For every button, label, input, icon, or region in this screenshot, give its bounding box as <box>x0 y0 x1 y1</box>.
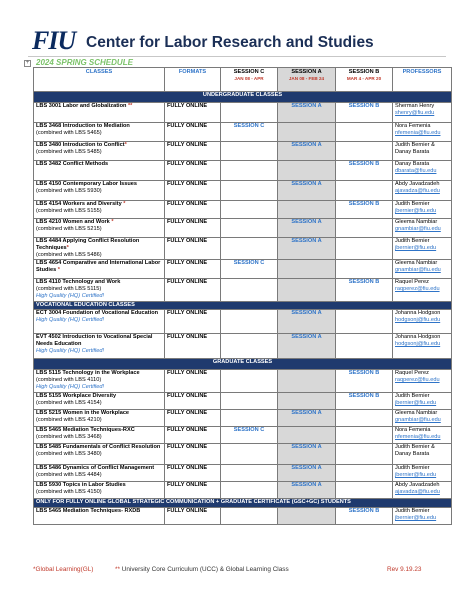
footer-revision: Rev 9.19.23 <box>387 566 422 573</box>
session-c-cell <box>221 310 278 334</box>
course-title: LBS 4150 Contemporary Labor Issues <box>36 181 138 187</box>
session-a-cell <box>278 123 336 142</box>
professor-email-link[interactable]: ajavadza@fiu.edu <box>395 188 440 194</box>
course-cell <box>34 410 165 427</box>
course-cell <box>34 465 165 482</box>
footer-ucc-mark: ** <box>115 566 120 573</box>
combined-note: (combined with LBS 5486) <box>36 252 102 258</box>
session-b-cell <box>336 123 393 142</box>
session-c-cell <box>221 103 278 123</box>
professor-email-link[interactable]: jbernier@fiu.edu <box>395 208 437 214</box>
section-graduate <box>34 359 452 370</box>
table-row <box>34 123 452 142</box>
section-label: UNDERGRADUATE CLASSES <box>34 92 452 103</box>
professor-cell <box>393 508 452 525</box>
professor-name: Danay Barata <box>395 161 430 167</box>
professor-name: Sherman Henry <box>395 103 435 109</box>
professor-cell <box>393 181 452 201</box>
session-c-cell <box>221 508 278 525</box>
combined-note: (combined with LBS 4210) <box>36 417 102 423</box>
format-cell: FULLY ONLINE <box>165 181 221 201</box>
course-title: ECT 3004 Foundation of Vocational Education <box>36 310 159 316</box>
col-session-c-label: SESSION C <box>233 69 265 75</box>
professor-name: Judith Bernier & <box>395 142 435 148</box>
professor-name: Abdy Javadzadeh <box>395 482 440 488</box>
session-b-cell: SESSION B <box>336 508 393 525</box>
professor-name-2: Danay Barata <box>395 149 430 155</box>
professor-name: Judith Bernier <box>395 238 430 244</box>
session-a-cell: SESSION A <box>278 482 336 499</box>
professor-email-link[interactable]: raqperez@fiu.edu <box>395 377 440 383</box>
course-title: LBS 5215 Women in the Workplace <box>36 410 130 416</box>
session-b-cell <box>336 334 393 359</box>
course-cell <box>34 238 165 260</box>
session-c-cell <box>221 201 278 219</box>
session-b-cell: SESSION B <box>336 370 393 393</box>
course-cell <box>34 508 165 525</box>
professor-name: Judith Bernier <box>395 508 430 514</box>
table-row <box>34 310 452 334</box>
combined-note: (combined with LBS 5115) <box>36 286 102 292</box>
professor-name: Abdy Javadzadeh <box>395 181 440 187</box>
course-title: LBS 4654 Comparative and International Labor Studies <box>36 260 161 273</box>
col-session-b <box>336 68 393 92</box>
table-row <box>34 508 452 525</box>
course-cell <box>34 279 165 302</box>
session-a-cell: SESSION A <box>278 310 336 334</box>
course-cell <box>34 161 165 181</box>
center-title: Center for Labor Research and Studies <box>86 34 374 51</box>
professor-name: Raquel Perez <box>395 370 429 376</box>
combined-note: (combined with LBS 4150) <box>36 489 102 495</box>
combined-note: (combined with LBS 5930) <box>36 188 102 194</box>
session-c-cell: SESSION C <box>221 260 278 279</box>
combined-note: (combined with LBS 4110) <box>36 377 102 383</box>
col-formats: FORMATS <box>165 68 221 92</box>
session-a-cell: SESSION A <box>278 103 336 123</box>
session-a-cell: SESSION A <box>278 238 336 260</box>
table-row <box>34 201 452 219</box>
format-cell: FULLY ONLINE <box>165 142 221 161</box>
professor-email-link[interactable]: gnambiar@fiu.edu <box>395 267 441 273</box>
session-b-cell <box>336 410 393 427</box>
course-title: LBS 3468 Introduction to Mediation <box>36 123 130 129</box>
session-b-cell <box>336 427 393 444</box>
session-b-cell <box>336 465 393 482</box>
course-mark: * <box>56 267 60 273</box>
professor-name-2: Danay Barata <box>395 451 430 457</box>
course-cell <box>34 201 165 219</box>
course-title: LBS 5155 Workplace Diversity <box>36 393 117 399</box>
col-session-c-dates: JAN 08 - APR <box>234 76 264 81</box>
table-row <box>34 334 452 359</box>
professor-name: Gleema Nambiar <box>395 410 438 416</box>
section-label: ONLY FOR FULLY ONLINE GLOBAL STRATEGIC COMMUNICATION + GRADUATE CERTIFICATE (GSC+GC) STUDENTS <box>34 499 452 508</box>
course-title: LBS 4154 Workers and Diversity <box>36 201 122 207</box>
combined-note: (combined with LBS 5155) <box>36 208 102 214</box>
session-c-cell <box>221 410 278 427</box>
session-c-cell <box>221 279 278 302</box>
table-row <box>34 238 452 260</box>
professor-cell <box>393 393 452 410</box>
professor-cell <box>393 123 452 142</box>
course-cell <box>34 482 165 499</box>
course-cell <box>34 444 165 465</box>
professor-cell <box>393 444 452 465</box>
session-c-cell <box>221 482 278 499</box>
session-a-cell <box>278 427 336 444</box>
professor-name: Johanna Hodgson <box>395 334 441 340</box>
hq-certified-note: High Quality (HQ) Certified! <box>36 384 105 390</box>
course-cell <box>34 123 165 142</box>
professor-cell <box>393 103 452 123</box>
format-cell: FULLY ONLINE <box>165 279 221 302</box>
course-mark: * <box>109 219 114 225</box>
section-undergrad <box>34 92 452 103</box>
session-a-cell <box>278 508 336 525</box>
table-row <box>34 465 452 482</box>
course-title: LBS 3001 Labor and Globalization <box>36 103 127 109</box>
professor-email-link[interactable]: gnambiar@fiu.edu <box>395 226 441 232</box>
professor-name: Judith Bernier & <box>395 444 435 450</box>
session-b-cell: SESSION B <box>336 161 393 181</box>
session-a-cell <box>278 393 336 410</box>
table-row <box>34 181 452 201</box>
session-b-cell <box>336 238 393 260</box>
table-row <box>34 142 452 161</box>
section-label: VOCATIONAL EDUCATION CLASSES <box>34 302 452 310</box>
col-session-b-label: SESSION B <box>348 69 380 75</box>
course-cell <box>34 427 165 444</box>
table-row <box>34 161 452 181</box>
professor-email-link[interactable]: jbernier@fiu.edu <box>395 472 437 478</box>
professor-cell <box>393 161 452 181</box>
format-cell: FULLY ONLINE <box>165 334 221 359</box>
professor-cell <box>393 238 452 260</box>
course-title: LBS 5115 Technology in the Workplace <box>36 370 140 376</box>
combined-note: (combined with LBS 5485) <box>36 149 102 155</box>
fiu-logo: FIU <box>32 26 76 55</box>
hq-certified-note: High Quality (HQ) Certified! <box>36 348 105 354</box>
session-c-cell <box>221 334 278 359</box>
professor-cell <box>393 260 452 279</box>
table-row <box>34 410 452 427</box>
professor-email-link[interactable]: jbernier@fiu.edu <box>395 515 437 521</box>
hq-certified-note: High Quality (HQ) Certified! <box>36 293 105 299</box>
table-move-handle-icon[interactable]: + <box>25 60 30 66</box>
session-c-cell <box>221 181 278 201</box>
table-row <box>34 219 452 238</box>
course-cell <box>34 334 165 359</box>
col-session-a-label: SESSION A <box>291 69 322 75</box>
format-cell: FULLY ONLINE <box>165 370 221 393</box>
professor-name: Gleema Nambiar <box>395 260 438 266</box>
format-cell: FULLY ONLINE <box>165 465 221 482</box>
professor-cell <box>393 410 452 427</box>
course-title: LBS 4210 Women and Work <box>36 219 110 225</box>
professor-cell <box>393 201 452 219</box>
session-a-cell: SESSION A <box>278 181 336 201</box>
session-a-cell: SESSION A <box>278 410 336 427</box>
professor-name: Nora Femenia <box>395 427 431 433</box>
hq-certified-note: High Quality (HQ) Certified! <box>36 317 105 323</box>
session-c-cell: SESSION C <box>221 123 278 142</box>
col-session-c <box>221 68 278 92</box>
professor-email-link[interactable]: raqperez@fiu.edu <box>395 286 440 292</box>
course-mark: * <box>124 142 127 148</box>
session-b-cell <box>336 219 393 238</box>
format-cell: FULLY ONLINE <box>165 410 221 427</box>
table-row <box>34 279 452 302</box>
course-cell <box>34 370 165 393</box>
professor-name: Judith Bernier <box>395 465 430 471</box>
course-cell <box>34 181 165 201</box>
professor-name: Gleema Nambiar <box>395 219 438 225</box>
session-a-cell: SESSION A <box>278 465 336 482</box>
session-b-cell <box>336 482 393 499</box>
session-c-cell <box>221 465 278 482</box>
professor-cell <box>393 370 452 393</box>
professor-cell <box>393 427 452 444</box>
session-b-cell <box>336 310 393 334</box>
table-row <box>34 260 452 279</box>
course-cell <box>34 219 165 238</box>
professor-name: Judith Bernier <box>395 201 430 207</box>
professor-name: Judith Bernier <box>395 393 430 399</box>
session-b-cell: SESSION B <box>336 279 393 302</box>
session-a-cell <box>278 260 336 279</box>
section-gsc-gc <box>34 499 452 508</box>
table-row <box>34 444 452 465</box>
course-title: LBS 5465 Mediation Techniques-RXC <box>36 427 135 433</box>
professor-email-link[interactable]: gnambiar@fiu.edu <box>395 417 441 423</box>
format-cell: FULLY ONLINE <box>165 103 221 123</box>
professor-cell <box>393 310 452 334</box>
professor-name: Raquel Perez <box>395 279 429 285</box>
professor-email-link[interactable]: nfemenia@fiu.edu <box>395 130 441 136</box>
session-b-cell <box>336 181 393 201</box>
format-cell: FULLY ONLINE <box>165 260 221 279</box>
format-cell: FULLY ONLINE <box>165 161 221 181</box>
col-classes: CLASSES <box>34 68 165 92</box>
professor-cell <box>393 279 452 302</box>
combined-note: (combined with LBS 3480) <box>36 451 102 457</box>
professor-email-link[interactable]: jbernier@fiu.edu <box>395 400 437 406</box>
format-cell: FULLY ONLINE <box>165 238 221 260</box>
col-session-a <box>278 68 336 92</box>
course-mark: * <box>121 201 126 207</box>
table-row <box>34 393 452 410</box>
course-cell <box>34 142 165 161</box>
session-c-cell <box>221 393 278 410</box>
session-a-cell: SESSION A <box>278 334 336 359</box>
col-session-a-dates: JAN 08 - FEB 24 <box>288 76 325 81</box>
session-a-cell: SESSION A <box>278 219 336 238</box>
professor-cell <box>393 465 452 482</box>
session-c-cell <box>221 219 278 238</box>
combined-note: (combined with LBS 3468) <box>36 434 102 440</box>
session-a-cell: SESSION A <box>278 444 336 465</box>
session-c-cell <box>221 370 278 393</box>
course-title: LBS 5465 Mediation Techniques- RXDB <box>36 508 141 514</box>
session-b-cell <box>336 444 393 465</box>
session-a-cell <box>278 161 336 181</box>
table-row <box>34 370 452 393</box>
footer-ucc <box>115 566 289 573</box>
format-cell: FULLY ONLINE <box>165 393 221 410</box>
section-vocational <box>34 302 452 310</box>
table-row <box>34 103 452 123</box>
format-cell: FULLY ONLINE <box>165 123 221 142</box>
col-professors: PROFESSORS <box>393 68 452 92</box>
session-b-cell: SESSION B <box>336 201 393 219</box>
schedule-subtitle: 2024 SPRING SCHEDULE <box>36 58 133 67</box>
course-title: LBS 5930 Topics in Labor Studies <box>36 482 126 488</box>
course-cell <box>34 260 165 279</box>
professor-cell <box>393 219 452 238</box>
session-b-cell <box>336 142 393 161</box>
combined-note: (combined with LBS 5215) <box>36 226 102 232</box>
professor-email-link[interactable]: nfemenia@fiu.edu <box>395 434 441 440</box>
format-cell: FULLY ONLINE <box>165 508 221 525</box>
session-b-cell: SESSION B <box>336 393 393 410</box>
table-row <box>34 427 452 444</box>
professor-cell <box>393 482 452 499</box>
format-cell: FULLY ONLINE <box>165 444 221 465</box>
course-title: LBS 3480 Introduction to Conflict <box>36 142 125 148</box>
professor-cell <box>393 334 452 359</box>
combined-note: (combined with LBS 4154) <box>36 400 102 406</box>
course-mark: * <box>66 245 69 251</box>
professor-cell <box>393 142 452 161</box>
footer-ucc-text: University Core Curriculum (UCC) & Global Learning Class <box>119 566 289 573</box>
section-label: GRADUATE CLASSES <box>34 359 452 370</box>
course-cell <box>34 310 165 334</box>
session-b-cell: SESSION B <box>336 103 393 123</box>
professor-email-link[interactable]: jbernier@fiu.edu <box>395 245 437 251</box>
format-cell: FULLY ONLINE <box>165 427 221 444</box>
session-a-cell: SESSION A <box>278 142 336 161</box>
course-title: LBS 4110 Technology and Work <box>36 279 121 285</box>
session-c-cell <box>221 161 278 181</box>
col-session-b-dates: MAR 4 - APR 20 <box>346 76 382 81</box>
session-c-cell <box>221 444 278 465</box>
course-cell <box>34 103 165 123</box>
session-a-cell <box>278 201 336 219</box>
professor-name: Johanna Hodgson <box>395 310 441 316</box>
professor-email-link[interactable]: dbarata@fiu.edu <box>395 168 437 174</box>
header-row <box>34 68 452 92</box>
table-row <box>34 482 452 499</box>
course-cell <box>34 393 165 410</box>
session-a-cell <box>278 279 336 302</box>
combined-note: (combined with LBS 4484) <box>36 472 102 478</box>
professor-email-link[interactable]: hodgsonj@fiu.edu <box>395 317 441 323</box>
session-a-cell <box>278 370 336 393</box>
combined-note: (combined with LBS 5465) <box>36 130 102 136</box>
format-cell: FULLY ONLINE <box>165 219 221 238</box>
course-mark: ** <box>126 103 133 109</box>
footer-global-learning: *Global Learning(GL) <box>33 566 94 573</box>
session-c-cell: SESSION C <box>221 427 278 444</box>
session-c-cell <box>221 142 278 161</box>
professor-email-link[interactable]: ajavadza@fiu.edu <box>395 489 440 495</box>
professor-email-link[interactable]: hodgsonj@fiu.edu <box>395 341 441 347</box>
course-title: EVT 4502 Introduction to Vocational Special Needs Education <box>36 334 153 347</box>
session-c-cell <box>221 238 278 260</box>
format-cell: FULLY ONLINE <box>165 201 221 219</box>
course-title: LBS 5485 Fundamentals of Conflict Resolution <box>36 444 161 450</box>
professor-email-link[interactable]: shenry@fiu.edu <box>395 110 435 116</box>
header-rule <box>28 56 446 57</box>
professor-name: Nora Femenia <box>395 123 431 129</box>
session-b-cell <box>336 260 393 279</box>
course-title: LBS 3482 Conflict Methods <box>36 161 109 167</box>
format-cell: FULLY ONLINE <box>165 310 221 334</box>
course-title: LBS 4484 Applying Conflict Resolution Techniques <box>36 238 140 251</box>
course-title: LBS 5486 Dynamics of Conflict Management <box>36 465 155 471</box>
format-cell: FULLY ONLINE <box>165 482 221 499</box>
schedule-table <box>33 67 452 525</box>
